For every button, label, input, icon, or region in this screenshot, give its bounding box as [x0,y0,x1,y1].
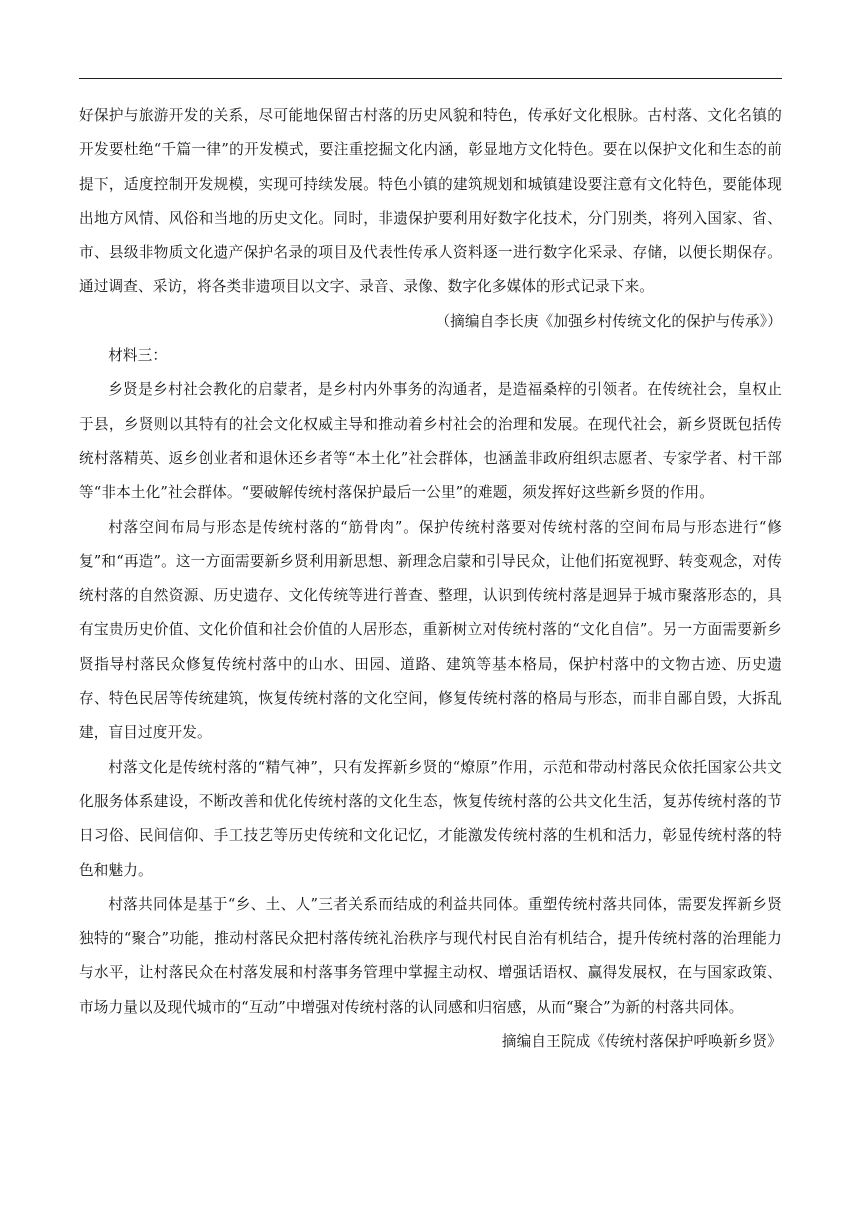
material-3-heading: 材料三： [108,347,168,365]
paragraph-village-community: 村落共同体是基于“乡、土、人”三者关系而结成的利益共同体。重塑传统村落共同体，需要发挥新乡贤独特的“聚合”功能，推动村落民众把村落传统礼治秩序与现代村民自治有机结合，提升传统村落的治理能力与水平，让村落民众在村落发展和村落事务管理中掌握主动权、增强话语权、赢得发展权，在与国家政策、市场力量以及现代城市的“互动”中增强对传统村落的认同感和归宿感，从而“聚合”为新的村落共同体。 [79,895,782,1016]
header-rule [79,78,782,79]
source-citation-2: 摘编自王院成《传统村落保护呼唤新乡贤》 [501,1033,782,1051]
source-citation-1: （摘编自李长庚《加强乡村传统文化的保护与传承》） [435,312,782,330]
paragraph-spatial-layout: 村落空间布局与形态是传统村落的“筋骨肉”。保护传统村落要对传统村落的空间布局与形态进行“修复”和“再造”。这一方面需要新乡贤利用新思想、新理念启蒙和引导民众，让他们拓宽视野、转变观念，对传统村落的自然资源、历史遗存、文化传统等进行普查、整理，认识到传统村落是迥异于城市聚落形态的，具有宝贵历史价值、文化价值和社会价值的人居形态，重新树立对传统村落的“文化自信”。另一方面需要新乡贤指导村落民众修复传统村落中的山水、田园、道路、建筑等基本格局，保护村落中的文物古迹、历史遗存、特色民居等传统建筑，恢复传统村落的文化空间，修复传统村落的格局与形态，而非自鄙自毁，大拆乱建，盲目过度开发。 [79,518,782,742]
document-body [79,99,782,1059]
paragraph-village-culture: 村落文化是传统村落的“精气神”，只有发挥新乡贤的“燎原”作用，示范和带动村落民众依托国家公共文化服务体系建设，不断改善和优化传统村落的文化生态，恢复传统村落的公共文化生活，复苏传统村落的节日习俗、民间信仰、手工技艺等历史传统和文化记忆，才能激发传统村落的生机和活力，彰显传统村落的特色和魅力。 [79,758,782,879]
paragraph-continued: 好保护与旅游开发的关系，尽可能地保留古村落的历史风貌和特色，传承好文化根脉。古村落、文化名镇的开发要杜绝“千篇一律”的开发模式，要注重挖掘文化内涵，彰显地方文化特色。要在以保护文化和生态的前提下，适度控制开发规模，实现可持续发展。特色小镇的建筑规划和城镇建设要注意有文化特色，要能体现出地方风情、风俗和当地的历史文化。同时，非遗保护要利用好数字化技术，分门别类，将列入国家、省、市、县级非物质文化遗产保护名录的项目及代表性传承人资料逐一进行数字化采录、存储，以便长期保存。通过调查、采访，将各类非遗项目以文字、录音、录像、数字化多媒体的形式记录下来。 [79,107,782,296]
paragraph-xiangxian: 乡贤是乡村社会教化的启蒙者，是乡村内外事务的沟通者，是造福桑梓的引领者。在传统社会，皇权止于县，乡贤则以其特有的社会文化权威主导和推动着乡村社会的治理和发展。在现代社会，新乡贤既包括传统村落精英、返乡创业者和退休还乡者等“本土化”社会群体，也涵盖非政府组织志愿者、专家学者、村干部等“非本土化”社会群体。“要破解传统村落保护最后一公里”的难题，须发挥好这些新乡贤的作用。 [79,381,782,502]
